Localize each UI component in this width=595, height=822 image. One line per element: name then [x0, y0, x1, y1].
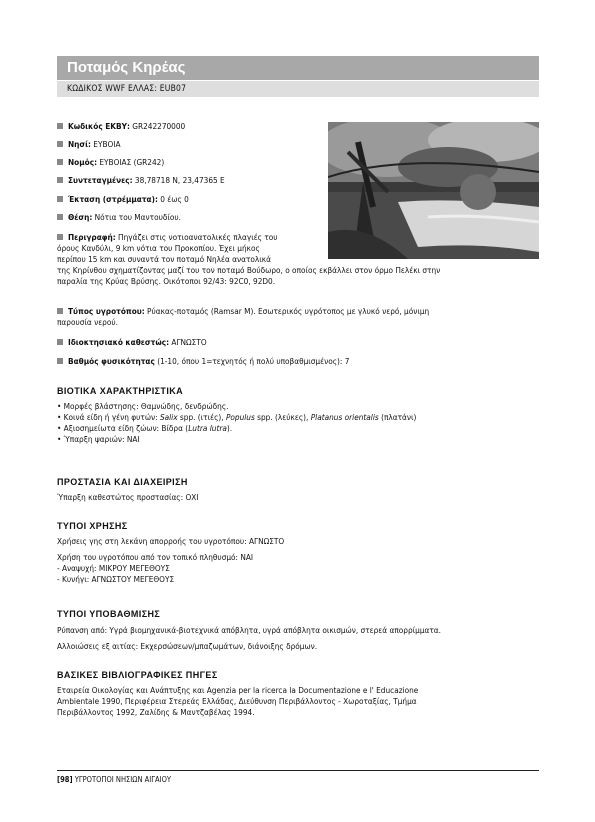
animal-species-line: • Αξιοσημείωτα είδη ζώων: Βίδρα (Lutra lutra). [57, 423, 233, 434]
field-area: Έκταση (στρέμματα): 0 έως 0 [57, 194, 539, 205]
protection-section: Ύπαρξη καθεστώτος προστασίας: ΟΧΙ [57, 492, 199, 502]
page-title: Ποταμός Κηρέας [57, 56, 539, 80]
field-ekby: Κωδικός ΕΚΒΥ: GR242270000 [57, 121, 539, 132]
field-naturalness: Βαθμός φυσικότητας (1-10, όπου 1=τεχνητός ή πολύ υποβαθμισμένος): 7 [57, 356, 539, 367]
uses-heading: ΤΥΠΟΙ ΧΡΗΣΗΣ [57, 521, 128, 531]
plant-species-line: • Κοινά είδη ή γένη φυτών: Salix spp. (ιτιές), Populus spp. (λεύκες), Platanus orientalis (πλατάνι) [57, 412, 417, 423]
page-number: [98] [57, 775, 73, 784]
bullet-square-icon [57, 123, 63, 129]
bullet-square-icon [57, 177, 63, 183]
bullet-square-icon [57, 141, 63, 147]
uses-section: Χρήσεις γης στη λεκάνη απορροής του υγροτόπου: ΑΓΝΩΣΤΟ Χρήση του υγροτόπου από τον τοπικό πληθυσμό: ΝΑΙ - Αναψυχή: ΜΙΚΡΟΥ ΜΕΓΕΘΟΥΣ - Κυνήγι: ΑΓΝΩΣΤΟΥ ΜΕΓΕΘΟΥΣ [57, 536, 285, 585]
biotic-heading: ΒΙΟΤΙΚΑ ΧΑΡΑΚΤΗΡΙΣΤΙΚΑ [57, 386, 184, 396]
field-wetland-type: Τύπος υγροτόπου: Ρύακας-ποταμός (Ramsar M). Εσωτερικός υγρότοπος με γλυκό νερό, μόνιμη παρουσία νερού. [57, 306, 430, 328]
page-footer [57, 775, 171, 785]
field-location: Θέση: Νότια του Μαντουδίου. [57, 212, 539, 223]
field-prefecture: Νομός: ΕΥΒΟΙΑΣ (GR242) [57, 157, 539, 168]
degradation-heading: ΤΥΠΟΙ ΥΠΟΒΑΘΜΙΣΗΣ [57, 609, 161, 619]
bullet-square-icon [57, 214, 63, 220]
references-section: Εταιρεία Οικολογίας και Ανάπτυξης και Agenzia per la ricerca la Documentazione e l' Educazione Ambientale 1990, Περιφέρεια Στερεάς Ελλάδας, Διεύθυνση Περιβάλλοντος - Χωροταξίας, Τμήμα Περιβάλλοντος 1992, Ζαλίδης & Μαντζαβέλας 1994. [57, 685, 419, 718]
bullet-square-icon [57, 339, 63, 345]
field-description: Περιγραφή: Πηγάζει στις νοτιοανατολικές πλαγιές του όρους Κανδύλι, 9 km νότια του Προκοπίου. Έχει μήκος περίπου 15 km και συναντά τον ποταμό Νηλέα ανατολικά της Κηρίνθου σχηματίζοντας μαζί του τον ποταμό Βούδωρο, ο οποίος εκβάλλει στον όρμο Πελέκι στην παραλία της Κρύας Βρύσης. Οικότοποι 92/43: 92C0, 92D0. [57, 232, 441, 287]
degradation-section: Ρύπανση από: Υγρά βιομηχανικά-βιοτεχνικά απόβλητα, υγρά απόβλητα οικισμών, στερεά απορρίμματα. Αλλοιώσεις εξ αιτίας: Εκχερσώσεων/μπαζωμάτων, διάνοιξης δρόμων. [57, 625, 441, 652]
field-island: Νησί: ΕΥΒΟΙΑ [57, 139, 539, 150]
bullet-square-icon [57, 159, 63, 165]
protection-heading: ΠΡΟΣΤΑΣΙΑ ΚΑΙ ΔΙΑΧΕΙΡΙΣΗ [57, 477, 188, 487]
footer-divider [57, 770, 539, 771]
biotic-section: • Μορφές βλάστησης: Θαμνώδης, δενδρώδης. • Κοινά είδη ή γένη φυτών: Salix spp. (ιτιές), Populus spp. (λεύκες), Platanus orientalis (πλατάνι) • Αξιοσημείωτα είδη ζώων: Βίδρα (Lutra lutra). • Ύπαρξη ψαριών: ΝΑΙ [57, 401, 539, 445]
footer-title: ΥΓΡΟΤΟΠΟΙ ΝΗΣΙΩΝ ΑΙΓΑΙΟΥ [74, 775, 172, 784]
field-coordinates: Συντεταγμένες: 38,78718 N, 23,47365 E [57, 175, 539, 186]
wwf-code: ΚΩΔΙΚΟΣ WWF ΕΛΛΑΣ: EUB07 [57, 81, 539, 97]
bullet-square-icon [57, 358, 63, 364]
bullet-square-icon [57, 196, 63, 202]
bullet-square-icon [57, 308, 63, 314]
bullet-square-icon [57, 234, 63, 240]
field-ownership: Ιδιοκτησιακό καθεστώς: ΑΓΝΩΣΤΟ [57, 337, 539, 348]
references-heading: ΒΑΣΙΚΕΣ ΒΙΒΛΙΟΓΡΑΦΙΚΕΣ ΠΗΓΕΣ [57, 670, 218, 680]
